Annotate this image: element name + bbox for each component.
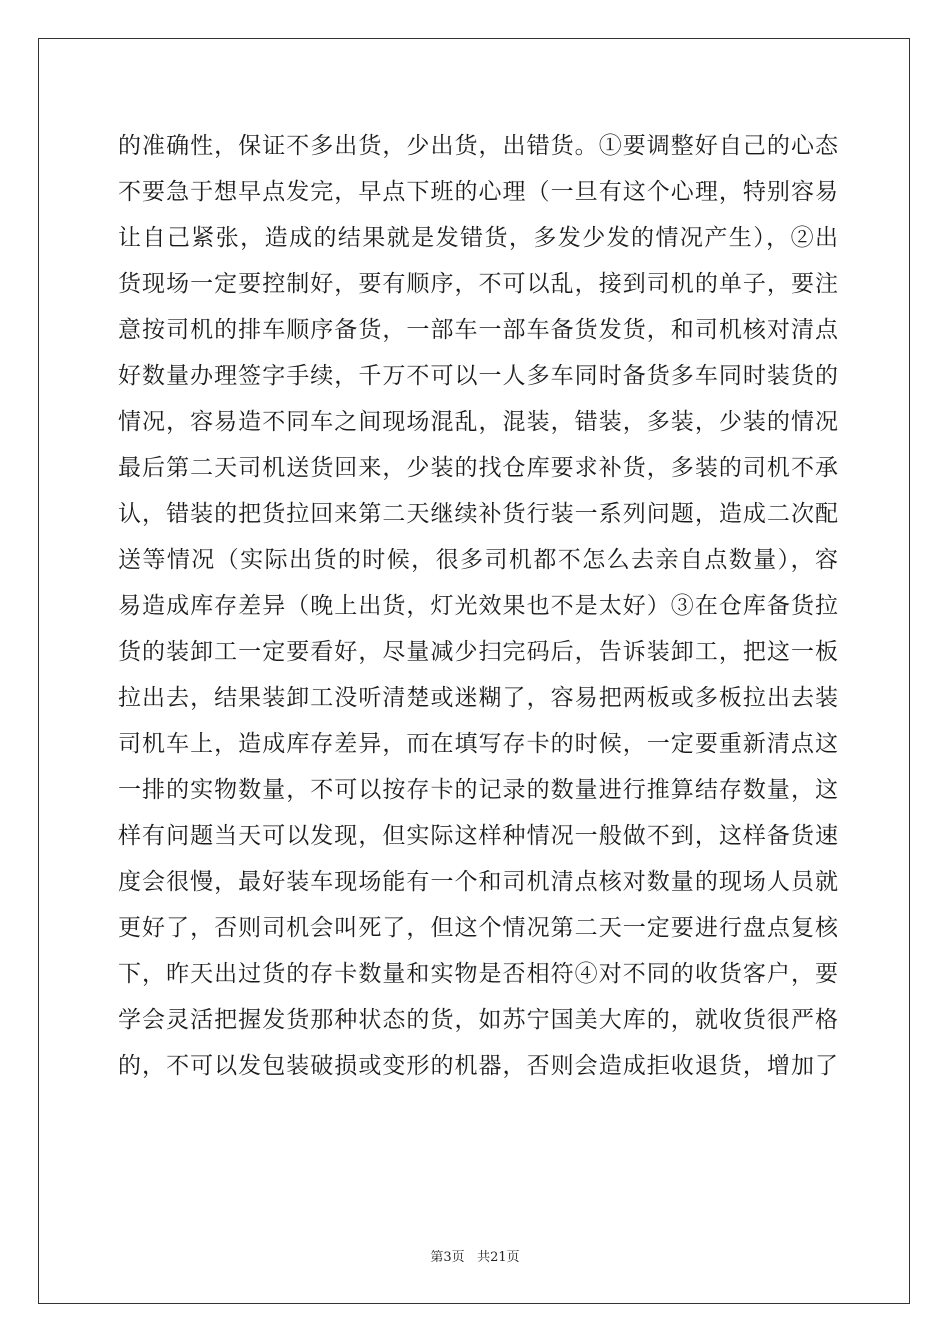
text-line: 的准确性，保证不多出货，少出货，出错货。①要调整好自己的心态 xyxy=(118,133,838,159)
page-number: 第3页 xyxy=(430,1250,465,1265)
text-line: 货的装卸工一定要看好，尽量减少扫完码后，告诉装卸工，把这一板 xyxy=(118,639,838,665)
text-line: 让自己紧张，造成的结果就是发错货，多发少发的情况产生），②出 xyxy=(118,225,838,251)
text-line: 意按司机的排车顺序备货，一部车一部车备货发货，和司机核对清点 xyxy=(118,317,838,343)
text-line: 的，不可以发包装破损或变形的机器，否则会造成拒收退货，增加了 xyxy=(118,1053,838,1079)
text-line: 货现场一定要控制好，要有顺序，不可以乱，接到司机的单子，要注 xyxy=(118,271,838,297)
text-line: 认，错装的把货拉回来第二天继续补货行装一系列问题，造成二次配 xyxy=(118,501,838,527)
text-line: 情况，容易造不同车之间现场混乱，混装，错装，多装，少装的情况 xyxy=(118,409,838,435)
text-line: 更好了，否则司机会叫死了，但这个情况第二天一定要进行盘点复核 xyxy=(118,915,838,941)
text-line: 下，昨天出过货的存卡数量和实物是否相符④对不同的收货客户，要 xyxy=(118,961,838,987)
text-line: 好数量办理签字手续，千万不可以一人多车同时备货多车同时装货的 xyxy=(118,363,838,389)
text-line: 拉出去，结果装卸工没听清楚或迷糊了，容易把两板或多板拉出去装 xyxy=(118,685,838,711)
text-line: 度会很慢，最好装车现场能有一个和司机清点核对数量的现场人员就 xyxy=(118,869,838,895)
text-line: 易造成库存差异（晚上出货，灯光效果也不是太好）③在仓库备货拉 xyxy=(118,593,838,619)
text-line: 不要急于想早点发完，早点下班的心理（一旦有这个心理，特别容易 xyxy=(118,179,838,205)
text-line: 司机车上，造成库存差异，而在填写存卡的时候，一定要重新清点这 xyxy=(118,731,838,757)
text-line: 最后第二天司机送货回来，少装的找仓库要求补货，多装的司机不承 xyxy=(118,455,838,481)
text-line: 送等情况（实际出货的时候，很多司机都不怎么去亲自点数量），容 xyxy=(118,547,838,573)
page-total: 共21页 xyxy=(477,1250,520,1265)
text-line: 样有问题当天可以发现，但实际这样种情况一般做不到，这样备货速 xyxy=(118,823,838,849)
page-footer xyxy=(0,1246,950,1265)
text-line: 学会灵活把握发货那种状态的货，如苏宁国美大库的，就收货很严格 xyxy=(118,1007,838,1033)
text-line: 一排的实物数量，不可以按存卡的记录的数量进行推算结存数量，这 xyxy=(118,777,838,803)
